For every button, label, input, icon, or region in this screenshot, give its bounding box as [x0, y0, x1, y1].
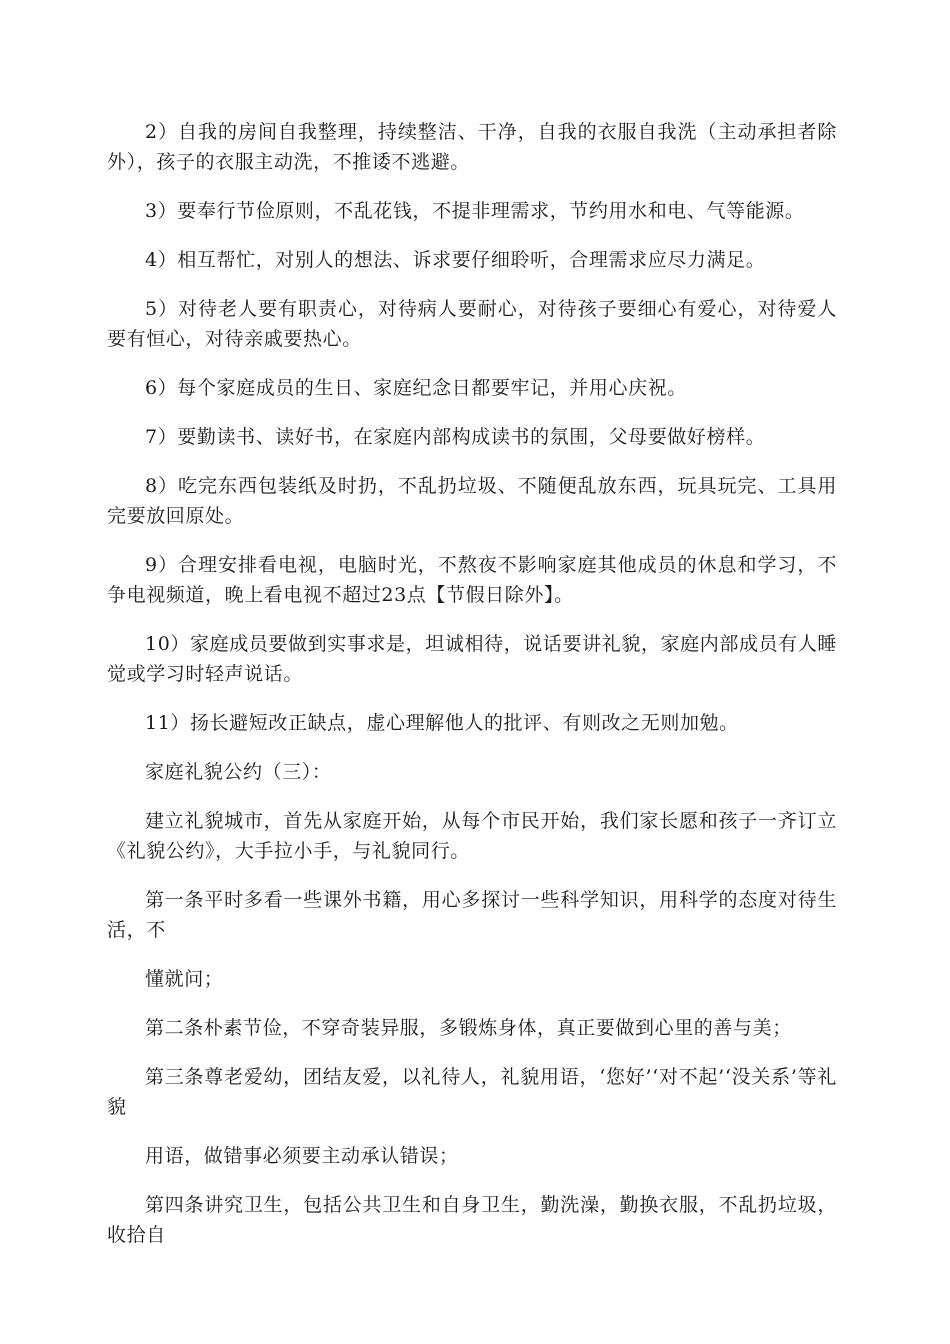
paragraph-item-2: 2）自我的房间自我整理，持续整洁、干净，自我的衣服自我洗（主动承担者除外），孩子的衣服主动洗，不推诿不逃避。 [107, 121, 837, 173]
article-4-paragraph: 第四条讲究卫生，包括公共卫生和自身卫生，勤洗澡，勤换衣服，不乱扔垃圾，收拾自 [107, 1194, 837, 1246]
article-3-paragraph: 第三条尊老爱幼，团结友爱，以礼待人，礼貌用语，‘您好’‘对不起’‘没关系’等礼貌 [107, 1066, 837, 1118]
intro-paragraph: 建立礼貌城市，首先从家庭开始，从每个市民开始，我们家长愿和孩子一齐订立《礼貌公约》，大手拉小手，与礼貌同行。 [107, 810, 837, 862]
paragraph-item-4: 4）相互帮忙，对别人的想法、诉求要仔细聆听，合理需求应尽力满足。 [145, 249, 766, 271]
paragraph-item-5: 5）对待老人要有职责心，对待病人要耐心，对待孩子要细心有爱心，对待爱人要有恒心，对待亲戚要热心。 [107, 298, 837, 350]
paragraph-item-7: 7）要勤读书、读好书，在家庭内部构成读书的氛围，父母要做好榜样。 [145, 426, 766, 448]
article-3-continuation: 用语，做错事必须要主动承认错误； [145, 1145, 459, 1167]
section-heading: 家庭礼貌公约（三）： [145, 761, 332, 783]
article-1-continuation: 懂就问； [145, 968, 224, 990]
paragraph-item-3: 3）要奉行节俭原则，不乱花钱，不提非理需求，节约用水和电、气等能源。 [145, 200, 805, 222]
paragraph-item-10: 10）家庭成员要做到实事求是，坦诚相待，说话要讲礼貌，家庭内部成员有人睡觉或学习时轻声说话。 [107, 633, 837, 685]
paragraph-item-8: 8）吃完东西包装纸及时扔，不乱扔垃圾、不随便乱放东西，玩具玩完、工具用完要放回原处。 [107, 475, 837, 527]
paragraph-item-6: 6）每个家庭成员的生日、家庭纪念日都要牢记，并用心庆祝。 [145, 377, 687, 399]
document-body [107, 117, 837, 1269]
article-1-paragraph: 第一条平时多看一些课外书籍，用心多探讨一些科学知识，用科学的态度对待生活，不 [107, 889, 837, 941]
paragraph-item-9: 9）合理安排看电视，电脑时光，不熬夜不影响家庭其他成员的休息和学习，不争电视频道，晚上看电视不超过23点【节假日除外】。 [107, 554, 837, 606]
article-2-paragraph: 第二条朴素节俭，不穿奇装异服，多锻炼身体，真正要做到心里的善与美； [145, 1017, 792, 1039]
paragraph-item-11: 11）扬长避短改正缺点，虚心理解他人的批评、有则改之无则加勉。 [145, 712, 739, 734]
